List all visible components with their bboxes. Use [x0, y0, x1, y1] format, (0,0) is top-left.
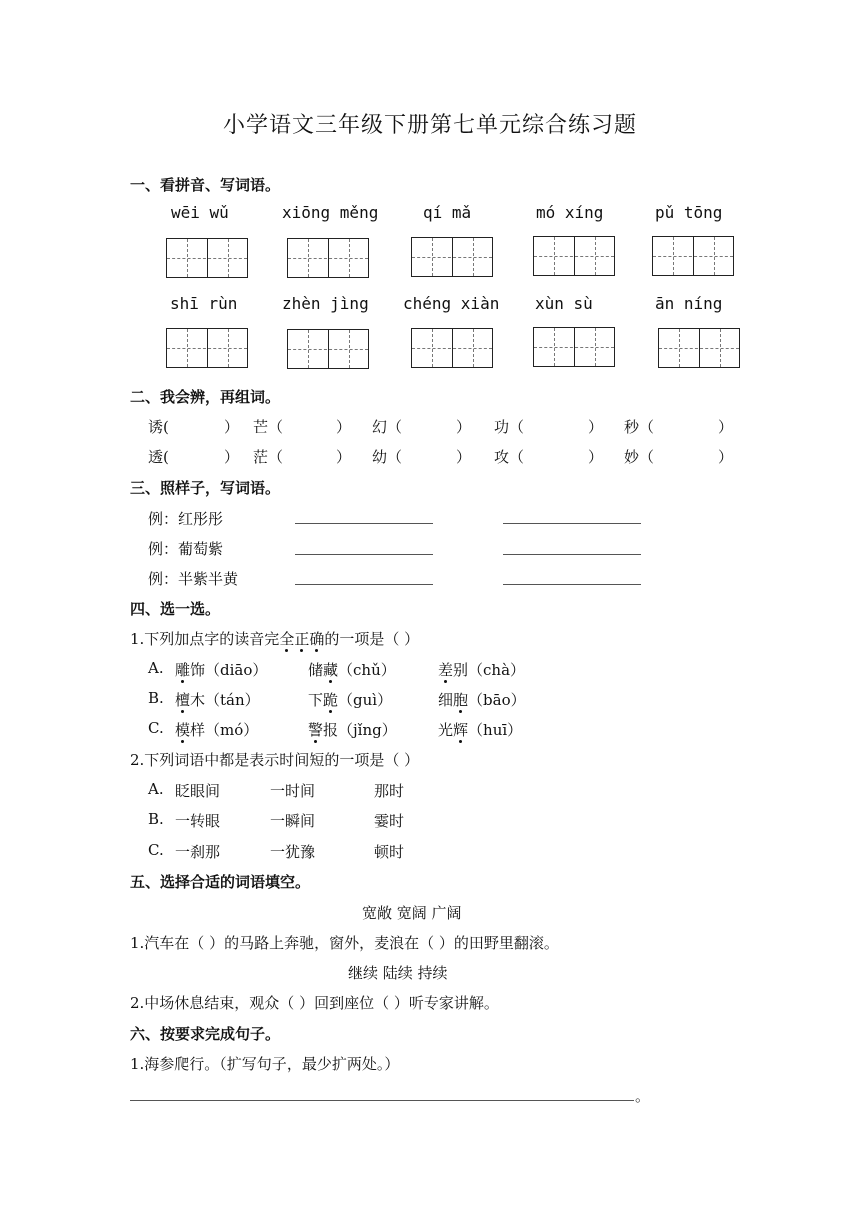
char-item: 透( — [148, 448, 169, 466]
option-label: B. — [148, 810, 164, 828]
pinyin: xùn sù — [535, 294, 593, 313]
option-word: 雕饰（diāo） — [175, 661, 268, 679]
option-word: 模样（mó） — [175, 721, 259, 739]
option-word: 下跪（guì） — [308, 691, 393, 709]
paren-close: ） — [718, 418, 734, 436]
option-word: 那时 — [374, 782, 405, 800]
pinyin: pǔ tōng — [655, 203, 723, 222]
option-word: 檀木（tán） — [175, 691, 260, 709]
option-word: 光辉（huī） — [438, 721, 523, 739]
section-2-heading: 二、我会辨，再组词。 — [130, 388, 281, 406]
option-label: B. — [148, 689, 164, 707]
option-label: A. — [148, 659, 164, 677]
option-word: 差别（chà） — [438, 661, 526, 679]
paren-close: ） — [588, 448, 604, 466]
writing-grid[interactable] — [411, 237, 493, 277]
option-word: 一时间 — [270, 782, 316, 800]
paren-close: ） — [224, 448, 240, 466]
word-bank: 继续 陆续 持续 — [348, 964, 448, 982]
option-word: 一犹豫 — [270, 843, 316, 861]
option-word: 细胞（bāo） — [438, 691, 526, 709]
option-label: C. — [148, 719, 164, 737]
period-mark: 。 — [635, 1087, 651, 1105]
char-item: 芒（ — [253, 418, 284, 436]
writing-grid[interactable] — [166, 328, 248, 368]
answer-line[interactable] — [295, 523, 433, 524]
section-6-heading: 六、按要求完成句子。 — [130, 1025, 281, 1043]
section-4-heading: 四、选一选。 — [130, 600, 221, 618]
pinyin: shī rùn — [170, 294, 238, 313]
paren-close: ） — [224, 418, 240, 436]
paren-close: ） — [718, 448, 734, 466]
option-word: 储藏（chǔ） — [308, 661, 396, 679]
pinyin: ān níng — [655, 294, 723, 313]
char-item: 攻（ — [494, 448, 525, 466]
example-word: 例：红彤彤 — [148, 510, 224, 528]
pinyin: zhèn jìng — [282, 294, 369, 313]
char-item: 功（ — [494, 418, 525, 436]
paren-close: ） — [456, 418, 472, 436]
section-1-heading: 一、看拼音、写词语。 — [130, 176, 281, 194]
char-item: 妙（ — [624, 448, 655, 466]
writing-grid[interactable] — [287, 329, 369, 369]
pinyin: mó xíng — [536, 203, 604, 222]
paren-close: ） — [456, 448, 472, 466]
char-item: 诱( — [148, 418, 169, 436]
paren-close: ） — [588, 418, 604, 436]
question-2-stem: 2.下列词语中都是表示时间短的一项是（ ） — [130, 751, 420, 769]
page-title: 小学语文三年级下册第七单元综合练习题 — [222, 113, 637, 138]
writing-grid[interactable] — [533, 236, 615, 276]
option-word: 警报（jǐng） — [308, 721, 397, 739]
sentence-task-1: 1.海参爬行。（扩写句子，最少扩两处。） — [130, 1055, 400, 1073]
answer-line[interactable] — [503, 584, 641, 585]
section-3-heading: 三、照样子，写词语。 — [130, 479, 281, 497]
option-label: C. — [148, 841, 164, 859]
pinyin: chéng xiàn — [403, 294, 500, 313]
fill-sentence-1: 1.汽车在（ ）的马路上奔驰，窗外，麦浪在（ ）的田野里翻滚。 — [130, 934, 559, 952]
option-word: 眨眼间 — [175, 782, 221, 800]
writing-grid[interactable] — [533, 327, 615, 367]
question-1-stem: 1.下列加点字的读音完全正确的一项是（ ） — [130, 630, 420, 648]
char-item: 秒（ — [624, 418, 655, 436]
pinyin: xiōng měng — [282, 203, 379, 222]
paren-close: ） — [336, 448, 352, 466]
char-item: 茫（ — [253, 448, 284, 466]
word-bank: 宽敞 宽阔 广阔 — [362, 904, 462, 922]
writing-grid[interactable] — [411, 328, 493, 368]
char-item: 幻（ — [372, 418, 403, 436]
option-label: A. — [148, 780, 164, 798]
answer-line[interactable] — [130, 1100, 634, 1101]
option-word: 霎时 — [374, 812, 405, 830]
paren-close: ） — [336, 418, 352, 436]
pinyin: qí mǎ — [423, 203, 472, 222]
example-word: 例：半紫半黄 — [148, 570, 239, 588]
answer-line[interactable] — [503, 523, 641, 524]
option-word: 一刹那 — [175, 843, 221, 861]
answer-line[interactable] — [503, 554, 641, 555]
option-word: 一瞬间 — [270, 812, 316, 830]
fill-sentence-2: 2.中场休息结束，观众（ ）回到座位（ ）听专家讲解。 — [130, 994, 499, 1012]
answer-line[interactable] — [295, 584, 433, 585]
writing-grid[interactable] — [287, 238, 369, 278]
option-word: 顿时 — [374, 843, 405, 861]
answer-line[interactable] — [295, 554, 433, 555]
writing-grid[interactable] — [658, 328, 740, 368]
example-word: 例：葡萄紫 — [148, 540, 224, 558]
section-5-heading: 五、选择合适的词语填空。 — [130, 873, 311, 891]
char-item: 幼（ — [372, 448, 403, 466]
option-word: 一转眼 — [175, 812, 221, 830]
writing-grid[interactable] — [652, 236, 734, 276]
pinyin: wēi wǔ — [171, 203, 229, 222]
writing-grid[interactable] — [166, 238, 248, 278]
